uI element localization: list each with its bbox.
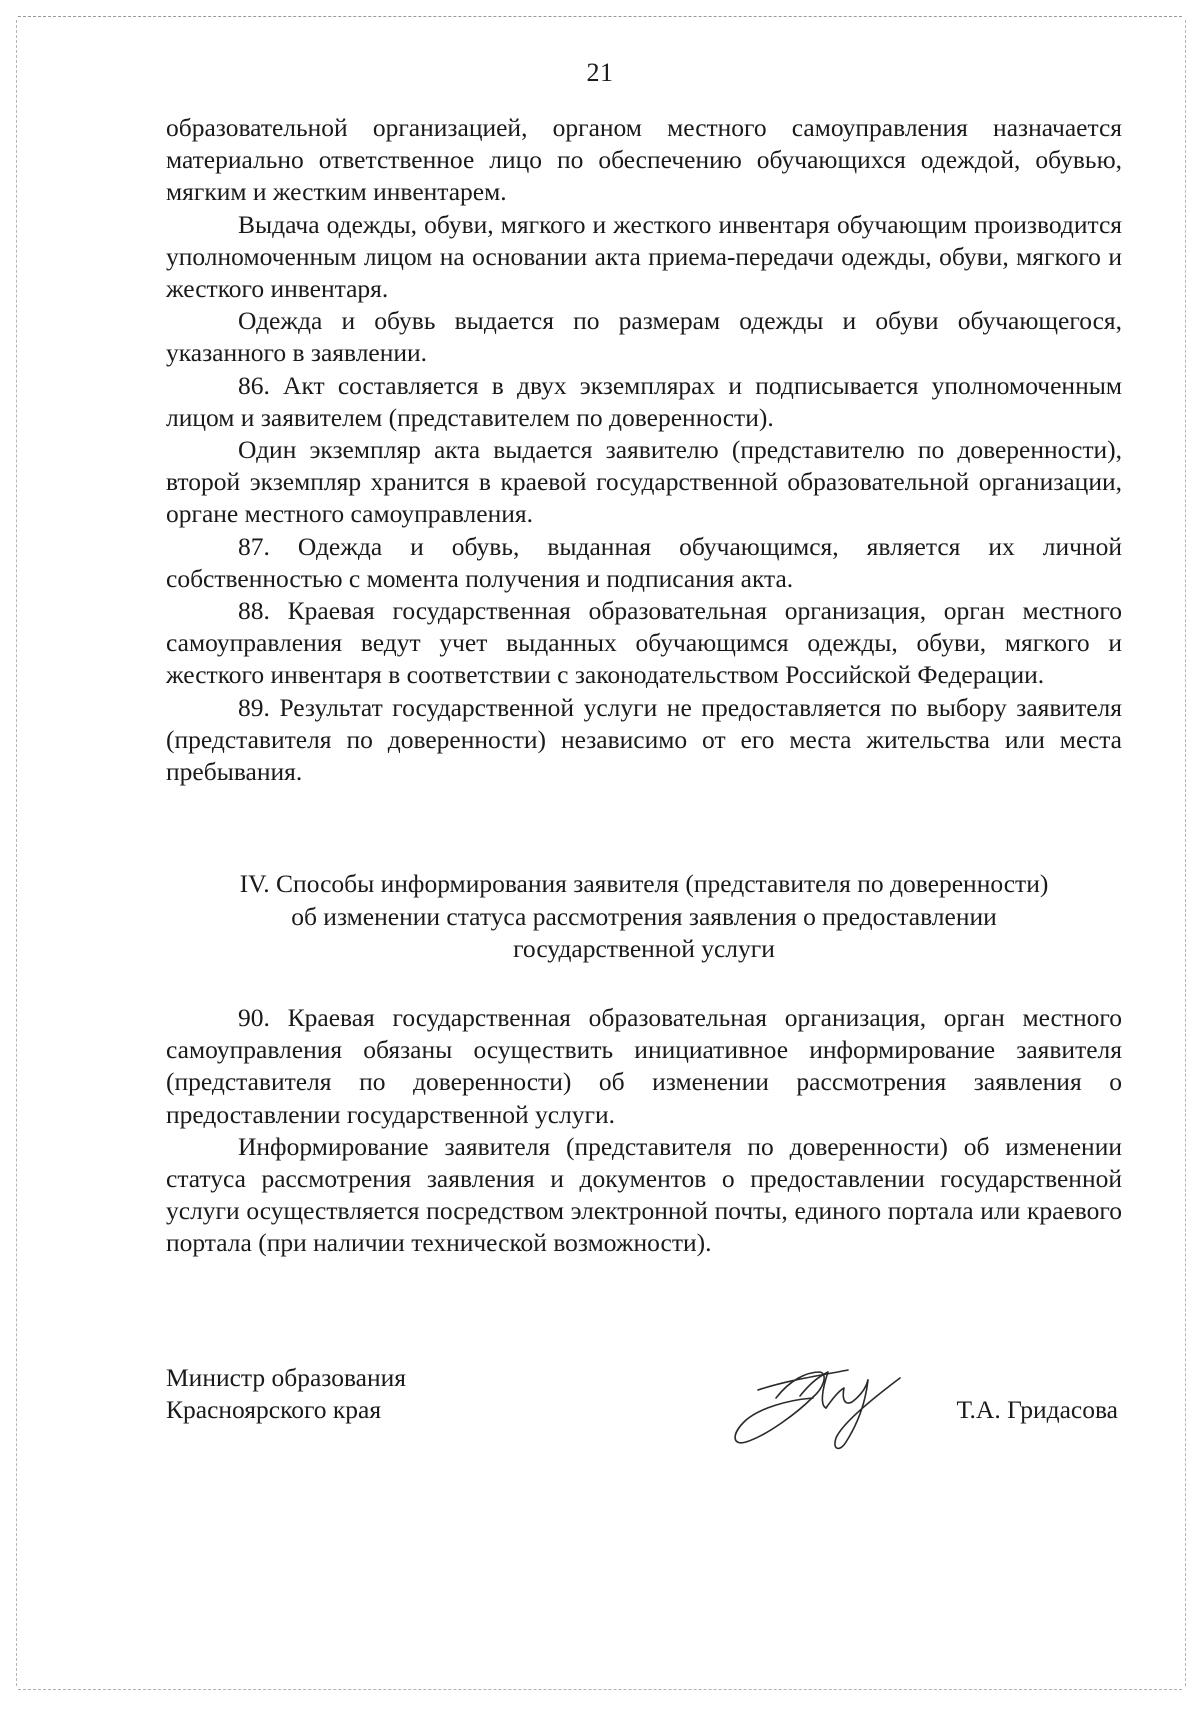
document-body-section-4 — [166, 1002, 1122, 1260]
scan-border-top — [18, 16, 1182, 17]
document-body — [166, 112, 1122, 788]
signatory-position-line: Министр образования — [166, 1363, 407, 1392]
paragraph-item-89: 89. Результат государственной услуги не предоставляется по выбору заявителя (представителя по доверенности) независимо от его места жительства или места пребывания. — [166, 692, 1122, 787]
section-heading-line: IV. Способы информирования заявителя (представителя по доверенности) — [239, 869, 1049, 898]
paragraph: Информирование заявителя (представителя по доверенности) об изменении статуса рассмотрения заявления и документов о предоставлении государственной услуги осуществляется посредством электронной почты, единого портала или краевого портала (при наличии технической возможности). — [166, 1131, 1122, 1258]
paragraph: Выдача одежды, обуви, мягкого и жесткого инвентаря обучающим производится уполномоченным лицом на основании акта приема-передачи одежды, обуви, мягкого и жесткого инвентаря. — [166, 209, 1122, 304]
signatory-name: Т.А. Гридасова — [956, 1395, 1118, 1424]
paragraph-item-88: 88. Краевая государственная образовательная организация, орган местного самоуправления ведут учет выданных обучающимся одежды, обуви, мягкого и жесткого инвентаря в соответствии с законодательством Российской Федерации. — [166, 596, 1122, 690]
paragraph-item-90: 90. Краевая государственная образовательная организация, орган местного самоуправления обязаны осуществить инициативное информирование заявителя (представителя по доверенности) об изменении рассмотрения заявления о предоставлении государственной услуги. — [166, 1003, 1122, 1129]
scan-border-right — [1185, 20, 1186, 1686]
section-heading-line: государственной услуги — [513, 934, 775, 963]
paragraph: Одежда и обувь выдается по размерам одежды и обуви обучающегося, указанного в заявлении. — [166, 306, 1122, 368]
section-heading — [166, 868, 1122, 966]
scan-border-left — [16, 20, 17, 1686]
paragraph: образовательной организацией, органом местного самоуправления назначается материально ответственное лицо по обеспечению обучающихся одеждой, обувью, мягким и жестким инвентарем. — [166, 113, 1122, 207]
signatory-position — [166, 1362, 406, 1426]
scan-border-bottom — [18, 1689, 1182, 1690]
page-number: 21 — [586, 58, 614, 87]
handwritten-signature-icon — [728, 1350, 938, 1460]
paragraph-item-87: 87. Одежда и обувь, выданная обучающимся, является их личной собственностью с момента получения и подписания акта. — [166, 531, 1122, 593]
paragraph-item-86: 86. Акт составляется в двух экземплярах и подписывается уполномоченным лицом и заявителем (представителем по доверенности). — [166, 370, 1122, 432]
signatory-position-line: Красноярского края — [166, 1395, 382, 1424]
section-heading-line: об изменении статуса рассмотрения заявления о предоставлении — [291, 901, 997, 931]
paragraph: Один экземпляр акта выдается заявителю (представителю по доверенности), второй экземпляр хранится в краевой государственной образовательной организации, органе местного самоуправления. — [166, 435, 1122, 529]
